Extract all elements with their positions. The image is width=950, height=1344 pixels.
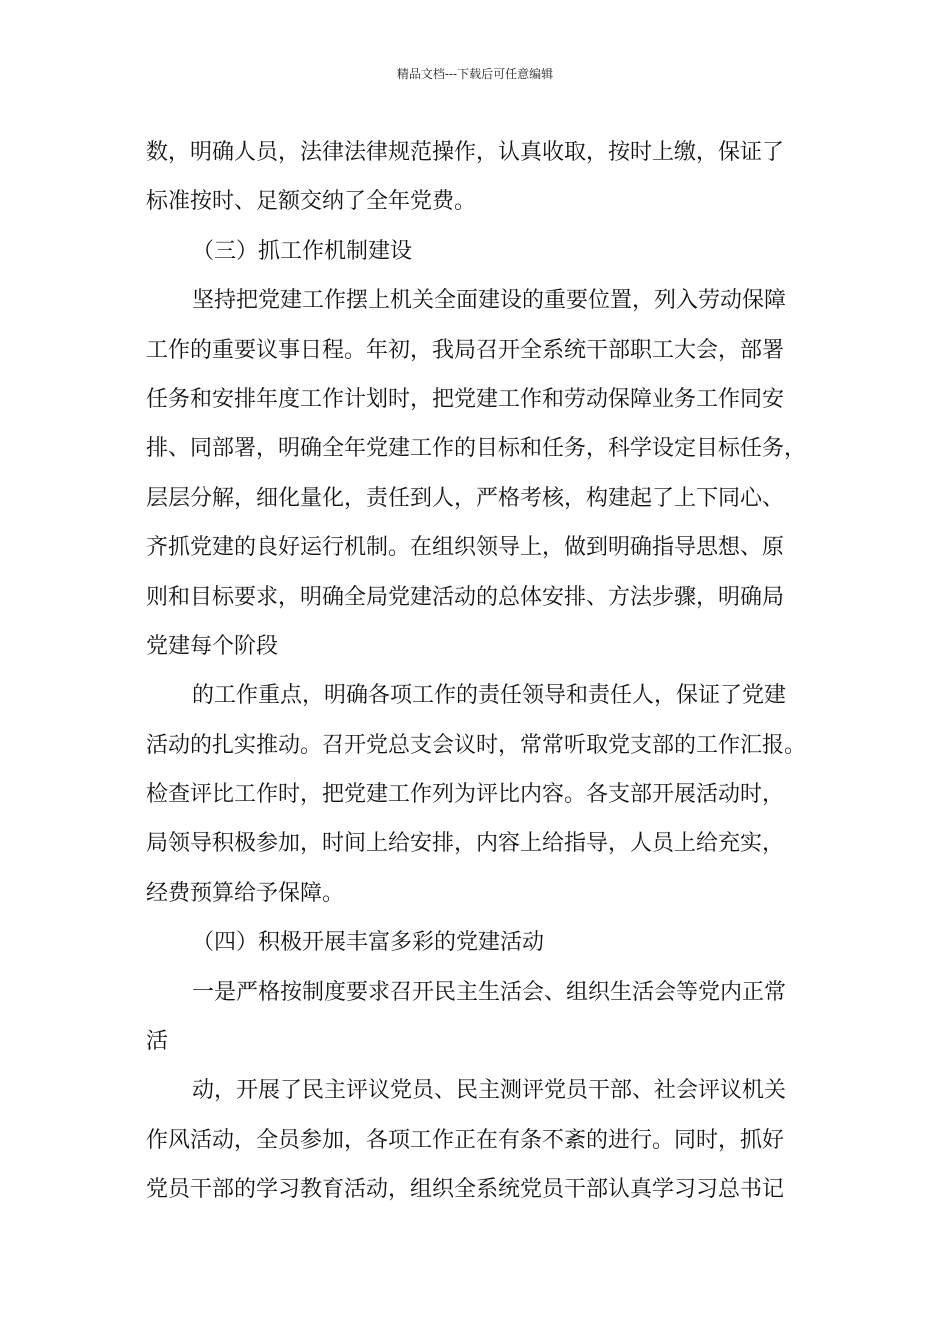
- text-line: 党建每个阶段: [146, 633, 279, 659]
- text-line: 工作的重要议事日程。年初，我局召开全系统干部职工大会，部署: [146, 337, 785, 363]
- page-header: 精品文档---下载后可任意编辑: [396, 67, 554, 81]
- body-text: [146, 128, 836, 1215]
- text-line: 活: [146, 1029, 169, 1055]
- text-line: 局领导积极参加，时间上给安排，内容上给指导，人员上给充实，: [146, 831, 785, 857]
- text-line: 活动的扎实推动。召开党总支会议时，常常听取党支部的工作汇报。: [146, 732, 807, 758]
- text-line: 齐抓党建的良好运行机制。在组织领导上，做到明确指导思想、原: [146, 535, 785, 561]
- text-line: （四）积极开展丰富多彩的党建活动: [192, 930, 545, 956]
- text-line: 一是严格按制度要求召开民主生活会、组织生活会等党内正常: [192, 979, 787, 1005]
- text-line: 检查评比工作时，把党建工作列为评比内容。各支部开展活动时，: [146, 782, 785, 808]
- text-line: （三）抓工作机制建设: [192, 238, 413, 264]
- text-line: 则和目标要求，明确全局党建活动的总体安排、方法步骤，明确局: [146, 584, 785, 610]
- text-line: 层层分解，细化量化，责任到人，严格考核，构建起了上下同心、: [146, 485, 785, 511]
- text-line: 的工作重点，明确各项工作的责任领导和责任人，保证了党建: [192, 683, 787, 709]
- text-line: 坚持把党建工作摆上机关全面建设的重要位置，列入劳动保障: [192, 288, 787, 314]
- text-line: 排、同部署，明确全年党建工作的目标和任务，科学设定目标任务，: [146, 436, 807, 462]
- text-line: 党员干部的学习教育活动，组织全系统党员干部认真学习习总书记: [146, 1177, 785, 1203]
- text-line: 数，明确人员，法律法律规范操作，认真收取，按时上缴，保证了: [146, 140, 785, 165]
- text-line: 动，开展了民主评议党员、民主测评党员干部、社会评议机关: [192, 1078, 787, 1104]
- text-line: 经费预算给予保障。: [146, 880, 345, 906]
- text-line: 标准按时、足额交纳了全年党费。: [146, 189, 477, 215]
- text-line: 作风活动，全员参加，各项工作正在有条不紊的进行。同时，抓好: [146, 1127, 785, 1153]
- text-line: 任务和安排年度工作计划时，把党建工作和劳动保障业务工作同安: [146, 386, 785, 412]
